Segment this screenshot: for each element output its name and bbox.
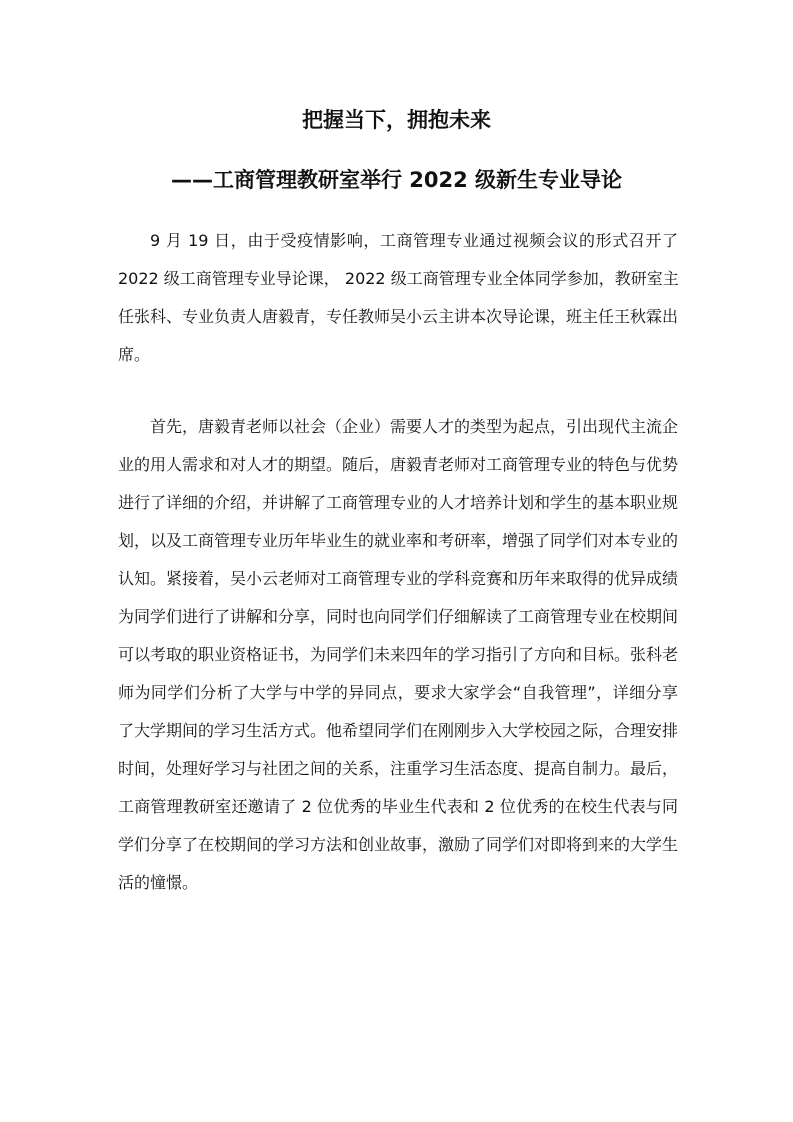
paragraph-line: 划，以及工商管理专业历年毕业生的就业率和考研率，增强了同学们对本专业的 <box>118 531 679 550</box>
paragraph-line: 时间，处理好学习与社团之间的关系，注重学习生活态度、提高自制力。最后， <box>118 759 679 778</box>
document-subtitle: ——工商管理教研室举行 2022 级新生专业导论 <box>170 168 623 192</box>
document-title: 把握当下，拥抱未来 <box>302 108 491 132</box>
paragraph-line: 首先，唐毅青老师以社会（企业）需要人才的类型为起点，引出现代主流企 <box>150 417 679 436</box>
paragraph-line: 为同学们进行了讲解和分享，同时也向同学们仔细解读了工商管理专业在校期间 <box>118 607 679 626</box>
paragraph-2 <box>118 408 678 902</box>
paragraph-line: 工商管理教研室还邀请了 2 位优秀的毕业生代表和 2 位优秀的在校生代表与同 <box>118 797 678 816</box>
paragraph-line: 活的憧憬。 <box>118 873 199 892</box>
paragraph-line: 可以考取的职业资格证书，为同学们未来四年的学习指引了方向和目标。张科老 <box>118 645 679 664</box>
paragraph-line: 师为同学们分析了大学与中学的异同点，要求大家学会“自我管理”，详细分享 <box>118 683 678 702</box>
paragraph-line: 9 月 19 日，由于受疫情影响，工商管理专业通过视频会议的形式召开了 <box>150 231 678 250</box>
paragraph-line: 2022 级工商管理专业导论课， 2022 级工商管理专业全体同学参加，教研室主 <box>118 269 679 288</box>
paragraph-line: 席。 <box>118 345 151 364</box>
paragraph-1 <box>118 222 678 374</box>
paragraph-line: 任张科、专业负责人唐毅青，专任教师吴小云主讲本次导论课，班主任王秋霖出 <box>118 307 679 326</box>
paragraph-line: 业的用人需求和对人才的期望。随后，唐毅青老师对工商管理专业的特色与优势 <box>118 455 679 474</box>
paragraph-line: 了大学期间的学习生活方式。他希望同学们在刚刚步入大学校园之际，合理安排 <box>118 721 679 740</box>
paragraph-line: 学们分享了在校期间的学习方法和创业故事，激励了同学们对即将到来的大学生 <box>118 835 679 854</box>
paragraph-line: 进行了详细的介绍，并讲解了工商管理专业的人才培养计划和学生的基本职业规 <box>118 493 679 512</box>
paragraph-line: 认知。紧接着，吴小云老师对工商管理专业的学科竞赛和历年来取得的优异成绩 <box>118 569 679 588</box>
